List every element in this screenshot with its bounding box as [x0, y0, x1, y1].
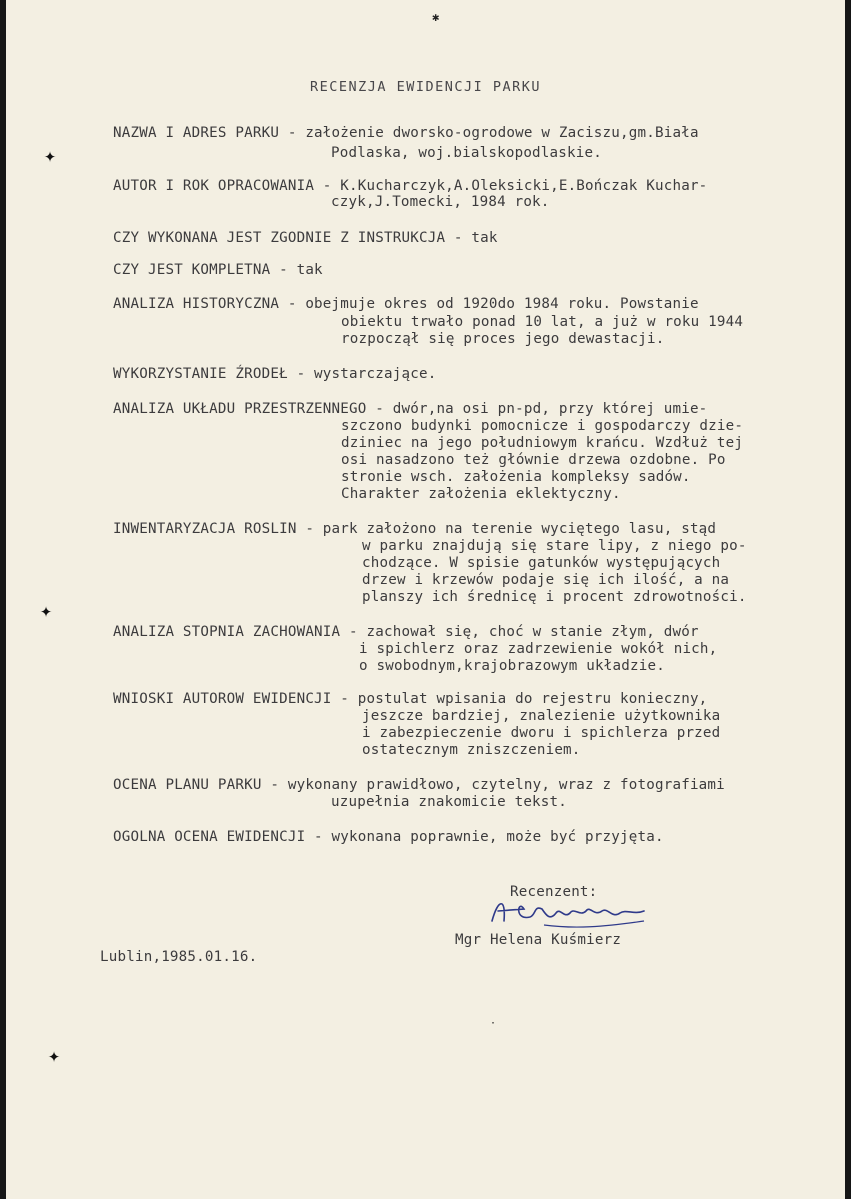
section-uklad-line-2: szczono budynki pomocnicze i gospodarczy dzie-	[341, 418, 744, 434]
binder-hole-mark: ✦	[48, 1043, 61, 1067]
section-zgodnie: CZY WYKONANA JEST ZGODNIE Z INSTRUKCJA - tak	[113, 230, 498, 246]
section-roslin-line-3: chodzące. W spisie gatunków występujących	[362, 555, 721, 571]
document-date: Lublin,1985.01.16.	[100, 949, 258, 965]
section-uklad-line-5: stronie wsch. założenia kompleksy sadów.	[341, 469, 691, 485]
binder-hole-mark: ✦	[44, 143, 57, 167]
handwritten-signature	[484, 891, 654, 935]
section-historyczna-line-2: obiektu trwało ponad 10 lat, a już w roku 1944	[341, 314, 744, 330]
section-roslin-line-5: planszy ich średnicę i procent zdrowotności.	[362, 589, 747, 605]
section-zachowanie-line-1: ANALIZA STOPNIA ZACHOWANIA - zachował się, choć w stanie złym, dwór	[113, 624, 699, 640]
section-wnioski-line-3: i zabezpieczenie dworu i spichlerza przed	[362, 725, 721, 741]
section-uklad-line-4: osi nasadzono też głównie drzewa ozdobne. Po	[341, 452, 726, 468]
section-wnioski-line-4: ostatecznym zniszczeniem.	[362, 742, 581, 758]
section-zrodla: WYKORZYSTANIE ŹRODEŁ - wystarczające.	[113, 366, 437, 382]
scan-edge-left	[0, 0, 6, 1199]
section-kompletna: CZY JEST KOMPLETNA - tak	[113, 262, 323, 278]
section-autor-line-1: AUTOR I ROK OPRACOWANIA - K.Kucharczyk,A.Oleksicki,E.Bończak Kuchar-	[113, 178, 708, 194]
binder-hole-mark: ✦	[40, 598, 53, 622]
section-roslin-line-1: INWENTARYZACJA ROSLIN - park założono na terenie wyciętego lasu, stąd	[113, 521, 717, 537]
scan-edge-right	[845, 0, 851, 1199]
section-nazwa-line-2: Podlaska, woj.bialskopodlaskie.	[331, 145, 602, 161]
document-title: RECENZJA EWIDENCJI PARKU	[309, 79, 542, 95]
section-historyczna-line-1: ANALIZA HISTORYCZNA - obejmuje okres od 1920do 1984 roku. Powstanie	[113, 296, 699, 312]
section-zachowanie-line-3: o swobodnym,krajobrazowym układzie.	[359, 658, 665, 674]
section-roslin-line-2: w parku znajdują się stare lipy, z niego po-	[362, 538, 747, 554]
section-plan-line-2: uzupełnia znakomicie tekst.	[331, 794, 568, 810]
reviewer-label: Recenzent:	[510, 884, 598, 900]
section-uklad-line-6: Charakter założenia eklektyczny.	[341, 486, 621, 502]
section-historyczna-line-3: rozpoczął się proces jego dewastacji.	[341, 331, 665, 347]
punch-mark: ✱	[432, 10, 440, 24]
section-zachowanie-line-2: i spichlerz oraz zadrzewienie wokół nich,	[359, 641, 718, 657]
section-plan-line-1: OCENA PLANU PARKU - wykonany prawidłowo, czytelny, wraz z fotografiami	[113, 777, 725, 793]
section-nazwa-line-1: NAZWA I ADRES PARKU - założenie dworsko-ogrodowe w Zaciszu,gm.Biała	[113, 125, 699, 141]
speck-mark: ·	[490, 1018, 497, 1029]
section-ogolna: OGOLNA OCENA EWIDENCJI - wykonana poprawnie, może być przyjęta.	[113, 829, 664, 845]
section-autor-line-2: czyk,J.Tomecki, 1984 rok.	[331, 194, 550, 210]
section-roslin-line-4: drzew i krzewów podaje się ich ilość, a na	[362, 572, 730, 588]
reviewer-name: Mgr Helena Kuśmierz	[455, 932, 622, 948]
section-wnioski-line-1: WNIOSKI AUTOROW EWIDENCJI - postulat wpisania do rejestru konieczny,	[113, 691, 708, 707]
section-uklad-line-3: dziniec na jego południowym krańcu. Wzdłuż tej	[341, 435, 744, 451]
section-wnioski-line-2: jeszcze bardziej, znalezienie użytkownika	[362, 708, 721, 724]
section-uklad-line-1: ANALIZA UKŁADU PRZESTRZENNEGO - dwór,na osi pn-pd, przy której umie-	[113, 401, 708, 417]
